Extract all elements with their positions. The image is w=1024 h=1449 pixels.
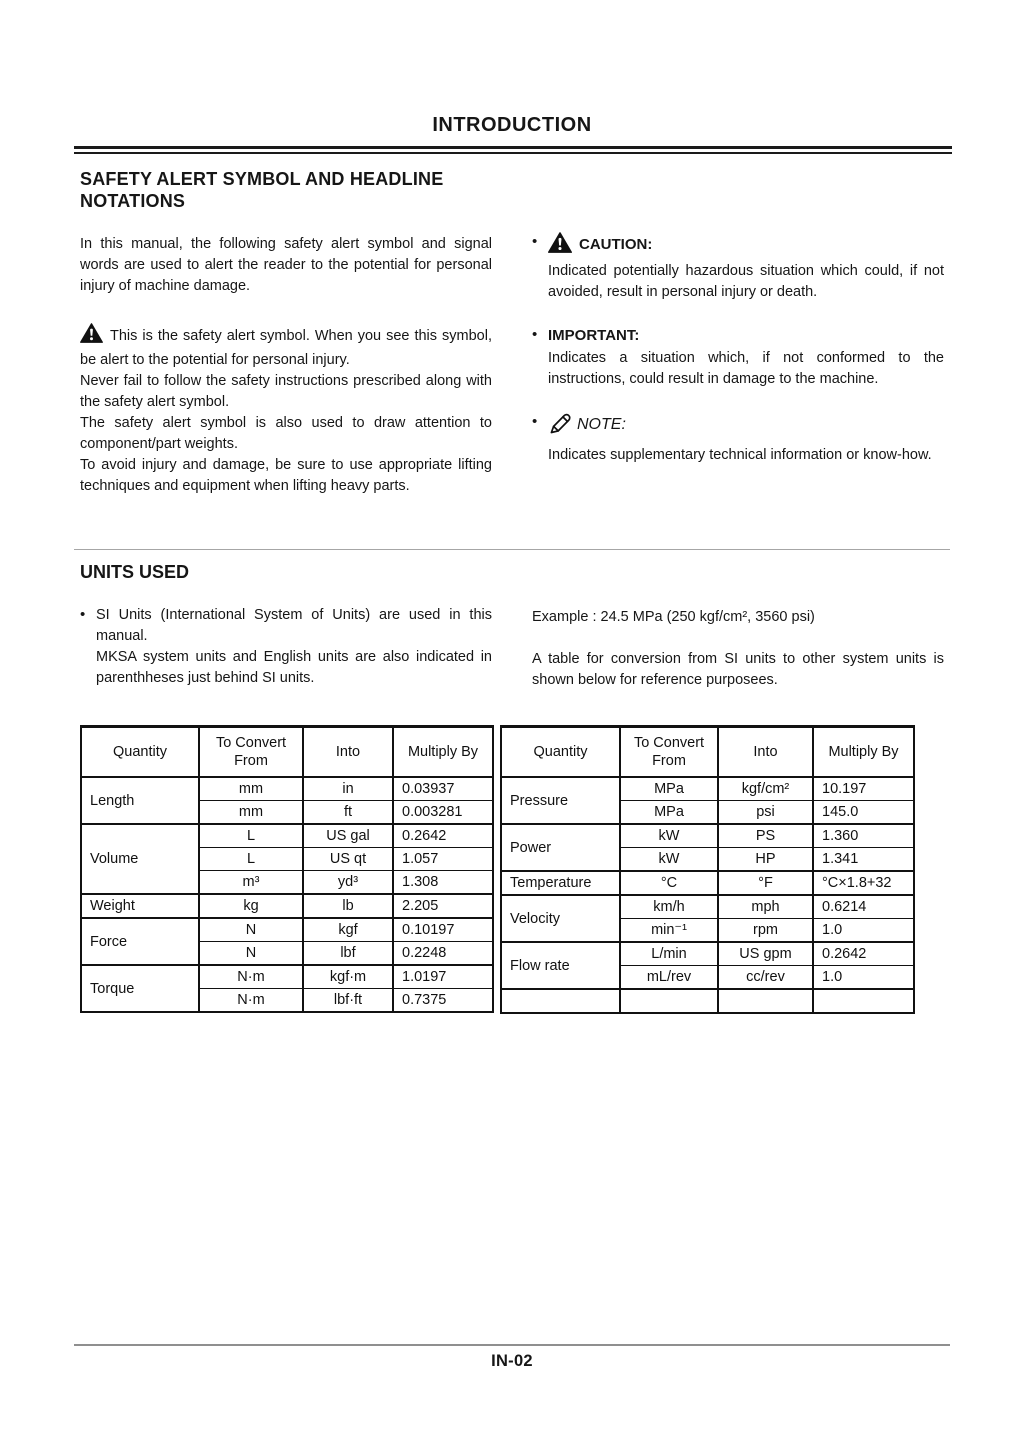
table-cell: °C×1.8+32 <box>813 871 914 895</box>
note-label: NOTE: <box>577 416 626 433</box>
table-cell: kgf <box>303 918 393 942</box>
alert-line: This is the safety alert symbol. When you see this symbol, be alert to the potential for personal injury. <box>80 328 492 368</box>
table-cell: mm <box>199 777 303 801</box>
table-cell <box>718 989 813 1013</box>
note-body: Indicates supplementary technical information or know-how. <box>548 447 932 463</box>
table-quantity-cell: Length <box>81 777 199 824</box>
table-cell: rpm <box>718 919 813 943</box>
table-cell: 1.308 <box>393 871 493 895</box>
table-header-cell: To Convert From <box>199 727 303 778</box>
table-cell: ft <box>303 801 393 825</box>
table-cell: kW <box>620 848 718 872</box>
conversion-table-right <box>500 725 915 1014</box>
table-cell: kW <box>620 824 718 848</box>
table-cell: 1.0 <box>813 919 914 943</box>
alert-line: To avoid injury and damage, be sure to use appropriate lifting techniques and equipment when lifting heavy parts. <box>80 457 492 494</box>
table-quantity-cell: Pressure <box>501 777 620 824</box>
conversion-table <box>500 725 915 1014</box>
table-quantity-cell: Temperature <box>501 871 620 895</box>
bullet-icon: • <box>532 413 538 430</box>
table-quantity-cell: Torque <box>81 965 199 1012</box>
table-cell: L <box>199 824 303 848</box>
bullet-icon: • <box>80 606 86 623</box>
page-number: IN-02 <box>491 1352 533 1370</box>
safety-alert-paragraph <box>80 323 492 371</box>
safety-left-column <box>80 232 492 497</box>
table-header-cell: Multiply By <box>813 727 914 778</box>
table-cell: L/min <box>620 942 718 966</box>
conversion-tables <box>80 725 1024 1014</box>
intro-paragraph: In this manual, the following safety alert symbol and signal words are used to alert the reader to the potential for personal injury of machine damage. <box>80 236 492 294</box>
table-cell: mL/rev <box>620 966 718 990</box>
table-cell: 145.0 <box>813 801 914 825</box>
units-section-heading: UNITS USED <box>80 562 190 582</box>
table-cell: 0.003281 <box>393 801 493 825</box>
alert-line: The safety alert symbol is also used to draw attention to component/part weights. <box>80 415 492 452</box>
important-body: Indicates a situation which, if not conformed to the instructions, could result in damage to the machine. <box>548 350 944 387</box>
safety-section-columns <box>80 232 950 497</box>
table-cell: lbf·ft <box>303 989 393 1013</box>
table-quantity-cell <box>501 989 620 1013</box>
table-cell <box>813 989 914 1013</box>
table-header-cell: Into <box>303 727 393 778</box>
table-cell: 0.03937 <box>393 777 493 801</box>
table-cell: lb <box>303 894 393 918</box>
notation-note <box>532 412 944 466</box>
safety-alert-icon <box>548 232 572 260</box>
table-header-cell: Quantity <box>501 727 620 778</box>
table-cell: 10.197 <box>813 777 914 801</box>
table-header-cell: To Convert From <box>620 727 718 778</box>
table-cell: m³ <box>199 871 303 895</box>
table-cell: 0.2642 <box>393 824 493 848</box>
bullet-icon: • <box>532 233 538 250</box>
conversion-table-left <box>80 725 494 1014</box>
table-cell: 1.057 <box>393 848 493 871</box>
table-cell: 0.2248 <box>393 942 493 966</box>
table-cell: MPa <box>620 801 718 825</box>
table-cell: 1.0 <box>813 966 914 990</box>
units-bullet-item <box>80 605 492 689</box>
table-quantity-cell: Flow rate <box>501 942 620 989</box>
units-example: Example : 24.5 MPa (250 kgf/cm², 3560 psi) <box>532 609 815 625</box>
footer-rule <box>74 1344 950 1346</box>
units-section-columns <box>80 605 950 691</box>
important-label: IMPORTANT: <box>548 327 640 344</box>
table-cell: km/h <box>620 895 718 919</box>
caution-label: CAUTION: <box>579 236 653 253</box>
safety-alert-icon <box>80 323 103 350</box>
table-cell: 1.341 <box>813 848 914 872</box>
table-cell: N <box>199 942 303 966</box>
table-cell: lbf <box>303 942 393 966</box>
table-cell: US qt <box>303 848 393 871</box>
table-quantity-cell: Volume <box>81 824 199 894</box>
safety-right-column <box>532 232 944 497</box>
table-quantity-cell: Power <box>501 824 620 871</box>
table-cell: 2.205 <box>393 894 493 918</box>
table-cell: °F <box>718 871 813 895</box>
conversion-table <box>80 725 494 1013</box>
table-cell: 0.2642 <box>813 942 914 966</box>
table-cell: kgf·m <box>303 965 393 989</box>
table-cell: US gal <box>303 824 393 848</box>
bullet-icon: • <box>532 326 538 343</box>
table-cell: L <box>199 848 303 871</box>
table-cell: mph <box>718 895 813 919</box>
pencil-icon <box>548 412 573 444</box>
title-double-rule <box>74 146 952 154</box>
table-header-cell: Quantity <box>81 727 199 778</box>
table-cell: yd³ <box>303 871 393 895</box>
units-table-note: A table for conversion from SI units to other system units is shown below for reference purposees. <box>532 651 944 688</box>
units-left-column <box>80 605 492 691</box>
table-quantity-cell: Force <box>81 918 199 965</box>
units-right-column <box>532 605 944 691</box>
table-cell: 0.7375 <box>393 989 493 1013</box>
table-cell: N <box>199 918 303 942</box>
table-cell: 0.10197 <box>393 918 493 942</box>
caution-label-line <box>548 232 944 260</box>
table-cell: cc/rev <box>718 966 813 990</box>
page-title: INTRODUCTION <box>432 114 592 136</box>
section-divider-rule <box>74 549 950 550</box>
notation-important <box>532 325 944 390</box>
alert-line: Never fail to follow the safety instructions prescribed along with the safety alert symbol. <box>80 373 492 410</box>
table-cell: kgf/cm² <box>718 777 813 801</box>
notation-caution <box>532 232 944 303</box>
table-cell: psi <box>718 801 813 825</box>
note-label-line <box>548 412 944 444</box>
table-cell: 1.0197 <box>393 965 493 989</box>
table-cell: MPa <box>620 777 718 801</box>
table-cell: N·m <box>199 965 303 989</box>
table-quantity-cell: Velocity <box>501 895 620 942</box>
table-header-cell: Multiply By <box>393 727 493 778</box>
table-cell: 0.6214 <box>813 895 914 919</box>
table-cell: °C <box>620 871 718 895</box>
caution-body: Indicated potentially hazardous situation which could, if not avoided, result in personal injury or death. <box>548 263 944 300</box>
table-cell: kg <box>199 894 303 918</box>
table-cell: in <box>303 777 393 801</box>
table-cell: min⁻¹ <box>620 919 718 943</box>
table-cell: US gpm <box>718 942 813 966</box>
table-header-cell: Into <box>718 727 813 778</box>
table-cell: mm <box>199 801 303 825</box>
table-cell: PS <box>718 824 813 848</box>
table-quantity-cell: Weight <box>81 894 199 918</box>
units-bullet-line: MKSA system units and English units are also indicated in parenthheses just behind SI units. <box>96 649 492 686</box>
units-bullet-line: SI Units (International System of Units) are used in this manual. <box>96 607 492 644</box>
table-cell: 1.360 <box>813 824 914 848</box>
safety-section-heading: SAFETY ALERT SYMBOL AND HEADLINE NOTATIONS <box>80 169 444 211</box>
table-cell <box>620 989 718 1013</box>
table-cell: N·m <box>199 989 303 1013</box>
table-cell: HP <box>718 848 813 872</box>
